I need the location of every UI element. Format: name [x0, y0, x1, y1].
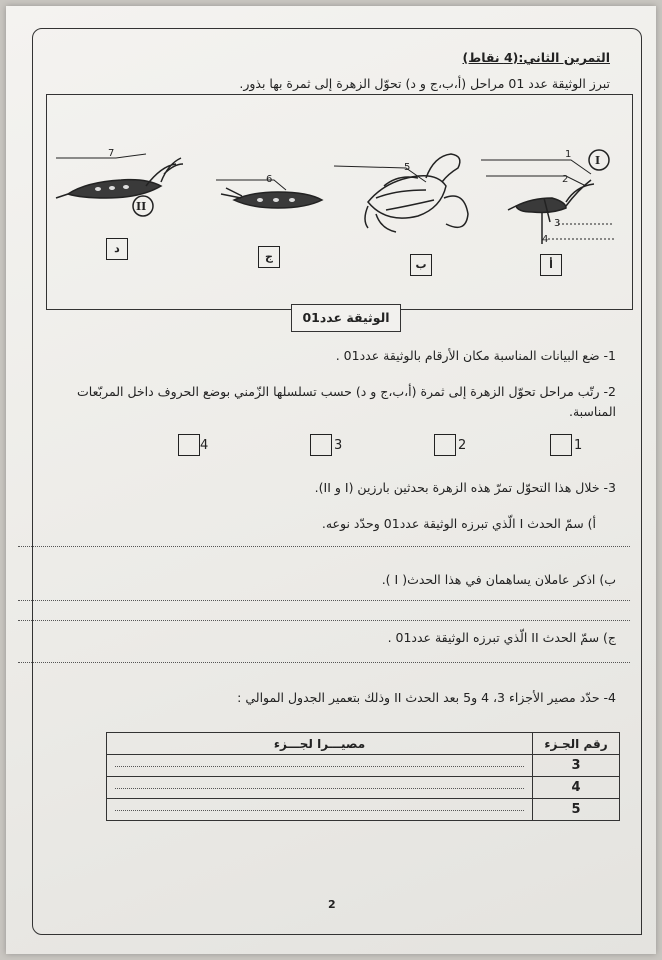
answer-line[interactable]: [18, 662, 630, 663]
order-slot-4: [176, 434, 226, 460]
stage-label-c: ج: [258, 246, 280, 268]
part-number-cell: 5: [533, 799, 620, 821]
part-number-1: 1: [565, 149, 572, 160]
question-2-line-1: 2- رتّب مراحل تحوّل الزهرة إلى ثمرة (أ،ب،ج و د) حسب تسلسلها الزّمني بوضع الحروف داخل المربّعات: [77, 384, 616, 399]
stage-d-drawing: [56, 158, 183, 198]
part-number-5: 5: [404, 162, 411, 173]
order-number: 1: [574, 438, 583, 453]
stage-c-drawing: [221, 188, 322, 208]
question-3a: أ) سمّ الحدث I الّذي تبرزه الوثيقة عدد01 وحدّد نوعه.: [321, 516, 596, 531]
fate-answer-cell[interactable]: [107, 755, 533, 777]
page-number: 2: [328, 898, 336, 911]
stage-b-drawing: [365, 154, 468, 232]
table-row: [107, 755, 620, 777]
fate-answer-cell[interactable]: [107, 799, 533, 821]
document-label: الوثيقة عدد01: [291, 304, 401, 332]
stage-label-d: د: [106, 238, 128, 260]
stage-a-drawing: [508, 180, 594, 244]
order-box[interactable]: [550, 434, 572, 456]
order-box[interactable]: [310, 434, 332, 456]
table-row: [107, 777, 620, 799]
order-boxes-row: [176, 434, 596, 460]
part-number-3: 3: [554, 218, 561, 229]
stage-label-a: أ: [540, 254, 562, 276]
answer-line[interactable]: [18, 600, 630, 601]
order-number: 4: [200, 438, 209, 453]
question-3: 3- خلال هذا التحوّل تمرّ هذه الزهرة بحدثين بارزين (I و II).: [314, 480, 616, 495]
question-2-line-2: المناسبة.: [568, 404, 616, 419]
table-row: [107, 799, 620, 821]
exam-page: [6, 6, 656, 954]
table-header-row: [107, 733, 620, 755]
order-number: 2: [458, 438, 467, 453]
exercise-title: التمرين الثاني:(4 نقاط): [462, 50, 610, 65]
header-part-number: رقم الجـزء: [533, 733, 620, 755]
question-3c: ج) سمّ الحدث II الّذي تبرزه الوثيقة عدد01 .: [387, 630, 616, 645]
stage-label-b: ب: [410, 254, 432, 276]
order-slot-3: [308, 434, 358, 460]
question-4: 4- حدّد مصير الأجزاء 3، 4 و5 بعد الحدث II وذلك بتعمير الجدول الموالي :: [237, 690, 616, 705]
order-number: 3: [334, 438, 343, 453]
order-slot-2: [432, 434, 482, 460]
part-fate-table: [106, 732, 620, 821]
question-1: 1- ضع البيانات المناسبة مكان الأرقام بالوثيقة عدد01 .: [335, 348, 616, 363]
part-number-6: 6: [266, 174, 273, 185]
event-label-I: I: [595, 154, 601, 167]
part-number-cell: 4: [533, 777, 620, 799]
order-box[interactable]: [178, 434, 200, 456]
event-label-II: II: [136, 200, 147, 213]
part-number-7: 7: [108, 148, 115, 159]
order-box[interactable]: [434, 434, 456, 456]
header-part-fate: مصيـــرا لجـــزء: [107, 733, 533, 755]
exercise-intro: تبرز الوثيقة عدد 01 مراحل (أ،ب،ج و د) تحوّل الزهرة إلى ثمرة بها بذور.: [239, 76, 610, 91]
answer-line[interactable]: [18, 546, 630, 547]
part-number-cell: 3: [533, 755, 620, 777]
order-slot-1: [548, 434, 598, 460]
answer-line[interactable]: [18, 620, 630, 621]
part-number-4: 4: [542, 234, 549, 245]
part-number-2: 2: [562, 174, 569, 185]
question-3b: ب) اذكر عاملان يساهمان في هذا الحدث( I ).: [381, 572, 616, 587]
fate-answer-cell[interactable]: [107, 777, 533, 799]
